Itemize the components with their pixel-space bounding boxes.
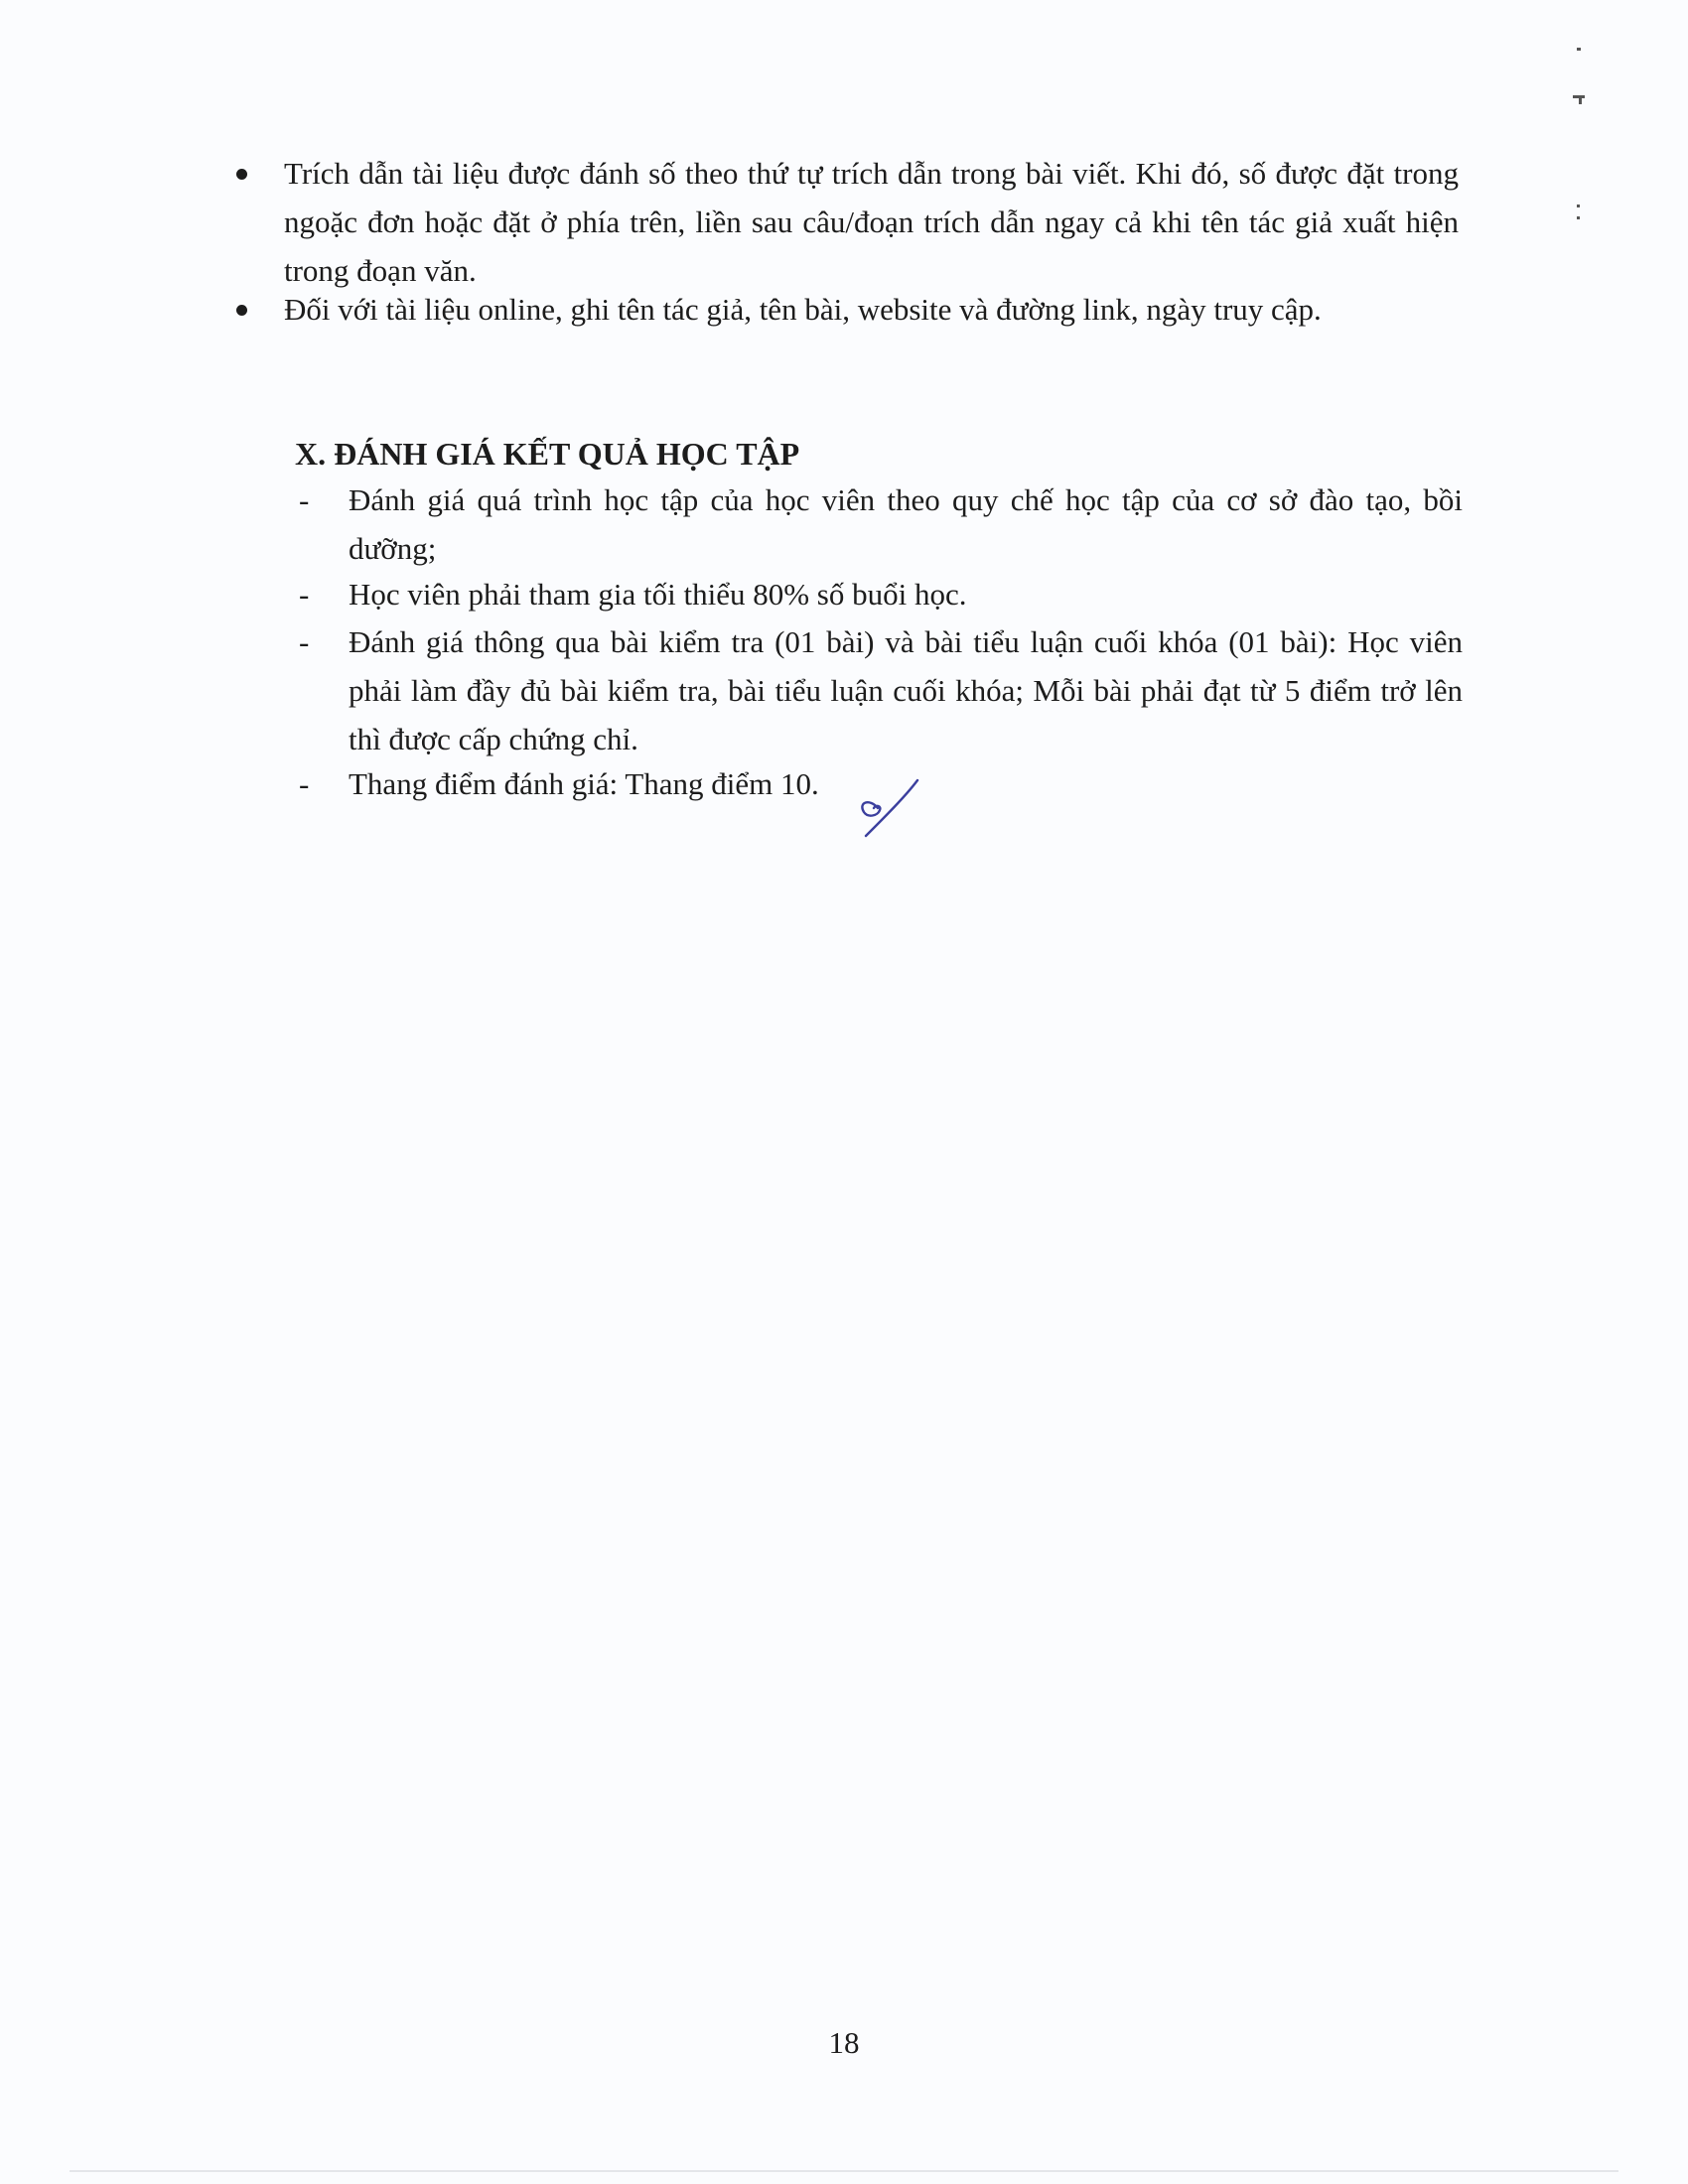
dash-item-text: Thang điểm đánh giá: Thang điểm 10. — [349, 766, 819, 801]
dash-mark: - — [299, 766, 310, 801]
scan-edge-line — [70, 2170, 1618, 2172]
page-number: 18 — [828, 2025, 860, 2060]
bullet-text: Đối với tài liệu online, ghi tên tác giả, tên bài, website và đường link, ngày truy cập. — [284, 292, 1322, 327]
dash-mark: - — [299, 577, 310, 612]
dash-item-text: Học viên phải tham gia tối thiểu 80% số buổi học. — [349, 577, 967, 612]
bullet-dot-icon — [236, 305, 247, 316]
scan-speck — [1577, 48, 1581, 51]
bullet-item-citation-numbering — [284, 149, 1459, 295]
bullet-dot-icon — [236, 169, 247, 180]
bullet-item-online-sources — [284, 285, 1459, 334]
scan-speck — [1577, 205, 1580, 207]
dash-item-text: Đánh giá thông qua bài kiểm tra (01 bài) và bài tiểu luận cuối khóa (01 bài): Học viên phải làm đầy đủ bài kiểm tra, bài tiểu luận cuối khóa; Mỗi bài phải đạt từ 5 điểm trở lên thì được cấp chứng chỉ. — [349, 624, 1463, 756]
dash-item-text: Đánh giá quá trình học tập của học viên theo quy chế học tập của cơ sở đào tạo, bồi dưỡng; — [349, 482, 1463, 566]
scan-speck — [1579, 98, 1582, 104]
dash-item-attendance — [299, 570, 1463, 618]
dash-item-assessment — [299, 617, 1463, 763]
handwritten-initials-icon — [856, 776, 925, 846]
scan-speck — [1577, 216, 1580, 219]
dash-mark: - — [299, 482, 310, 517]
bullet-text: Trích dẫn tài liệu được đánh số theo thứ tự trích dẫn trong bài viết. Khi đó, số được đặt trong ngoặc đơn hoặc đặt ở phía trên, liền sau câu/đoạn trích dẫn ngay cả khi tên tác giả xuất hiện trong đoạn văn. — [284, 156, 1459, 288]
dash-item-process-evaluation — [299, 476, 1463, 573]
section-heading: X. ĐÁNH GIÁ KẾT QUẢ HỌC TẬP — [295, 436, 800, 472]
dash-mark: - — [299, 624, 310, 659]
